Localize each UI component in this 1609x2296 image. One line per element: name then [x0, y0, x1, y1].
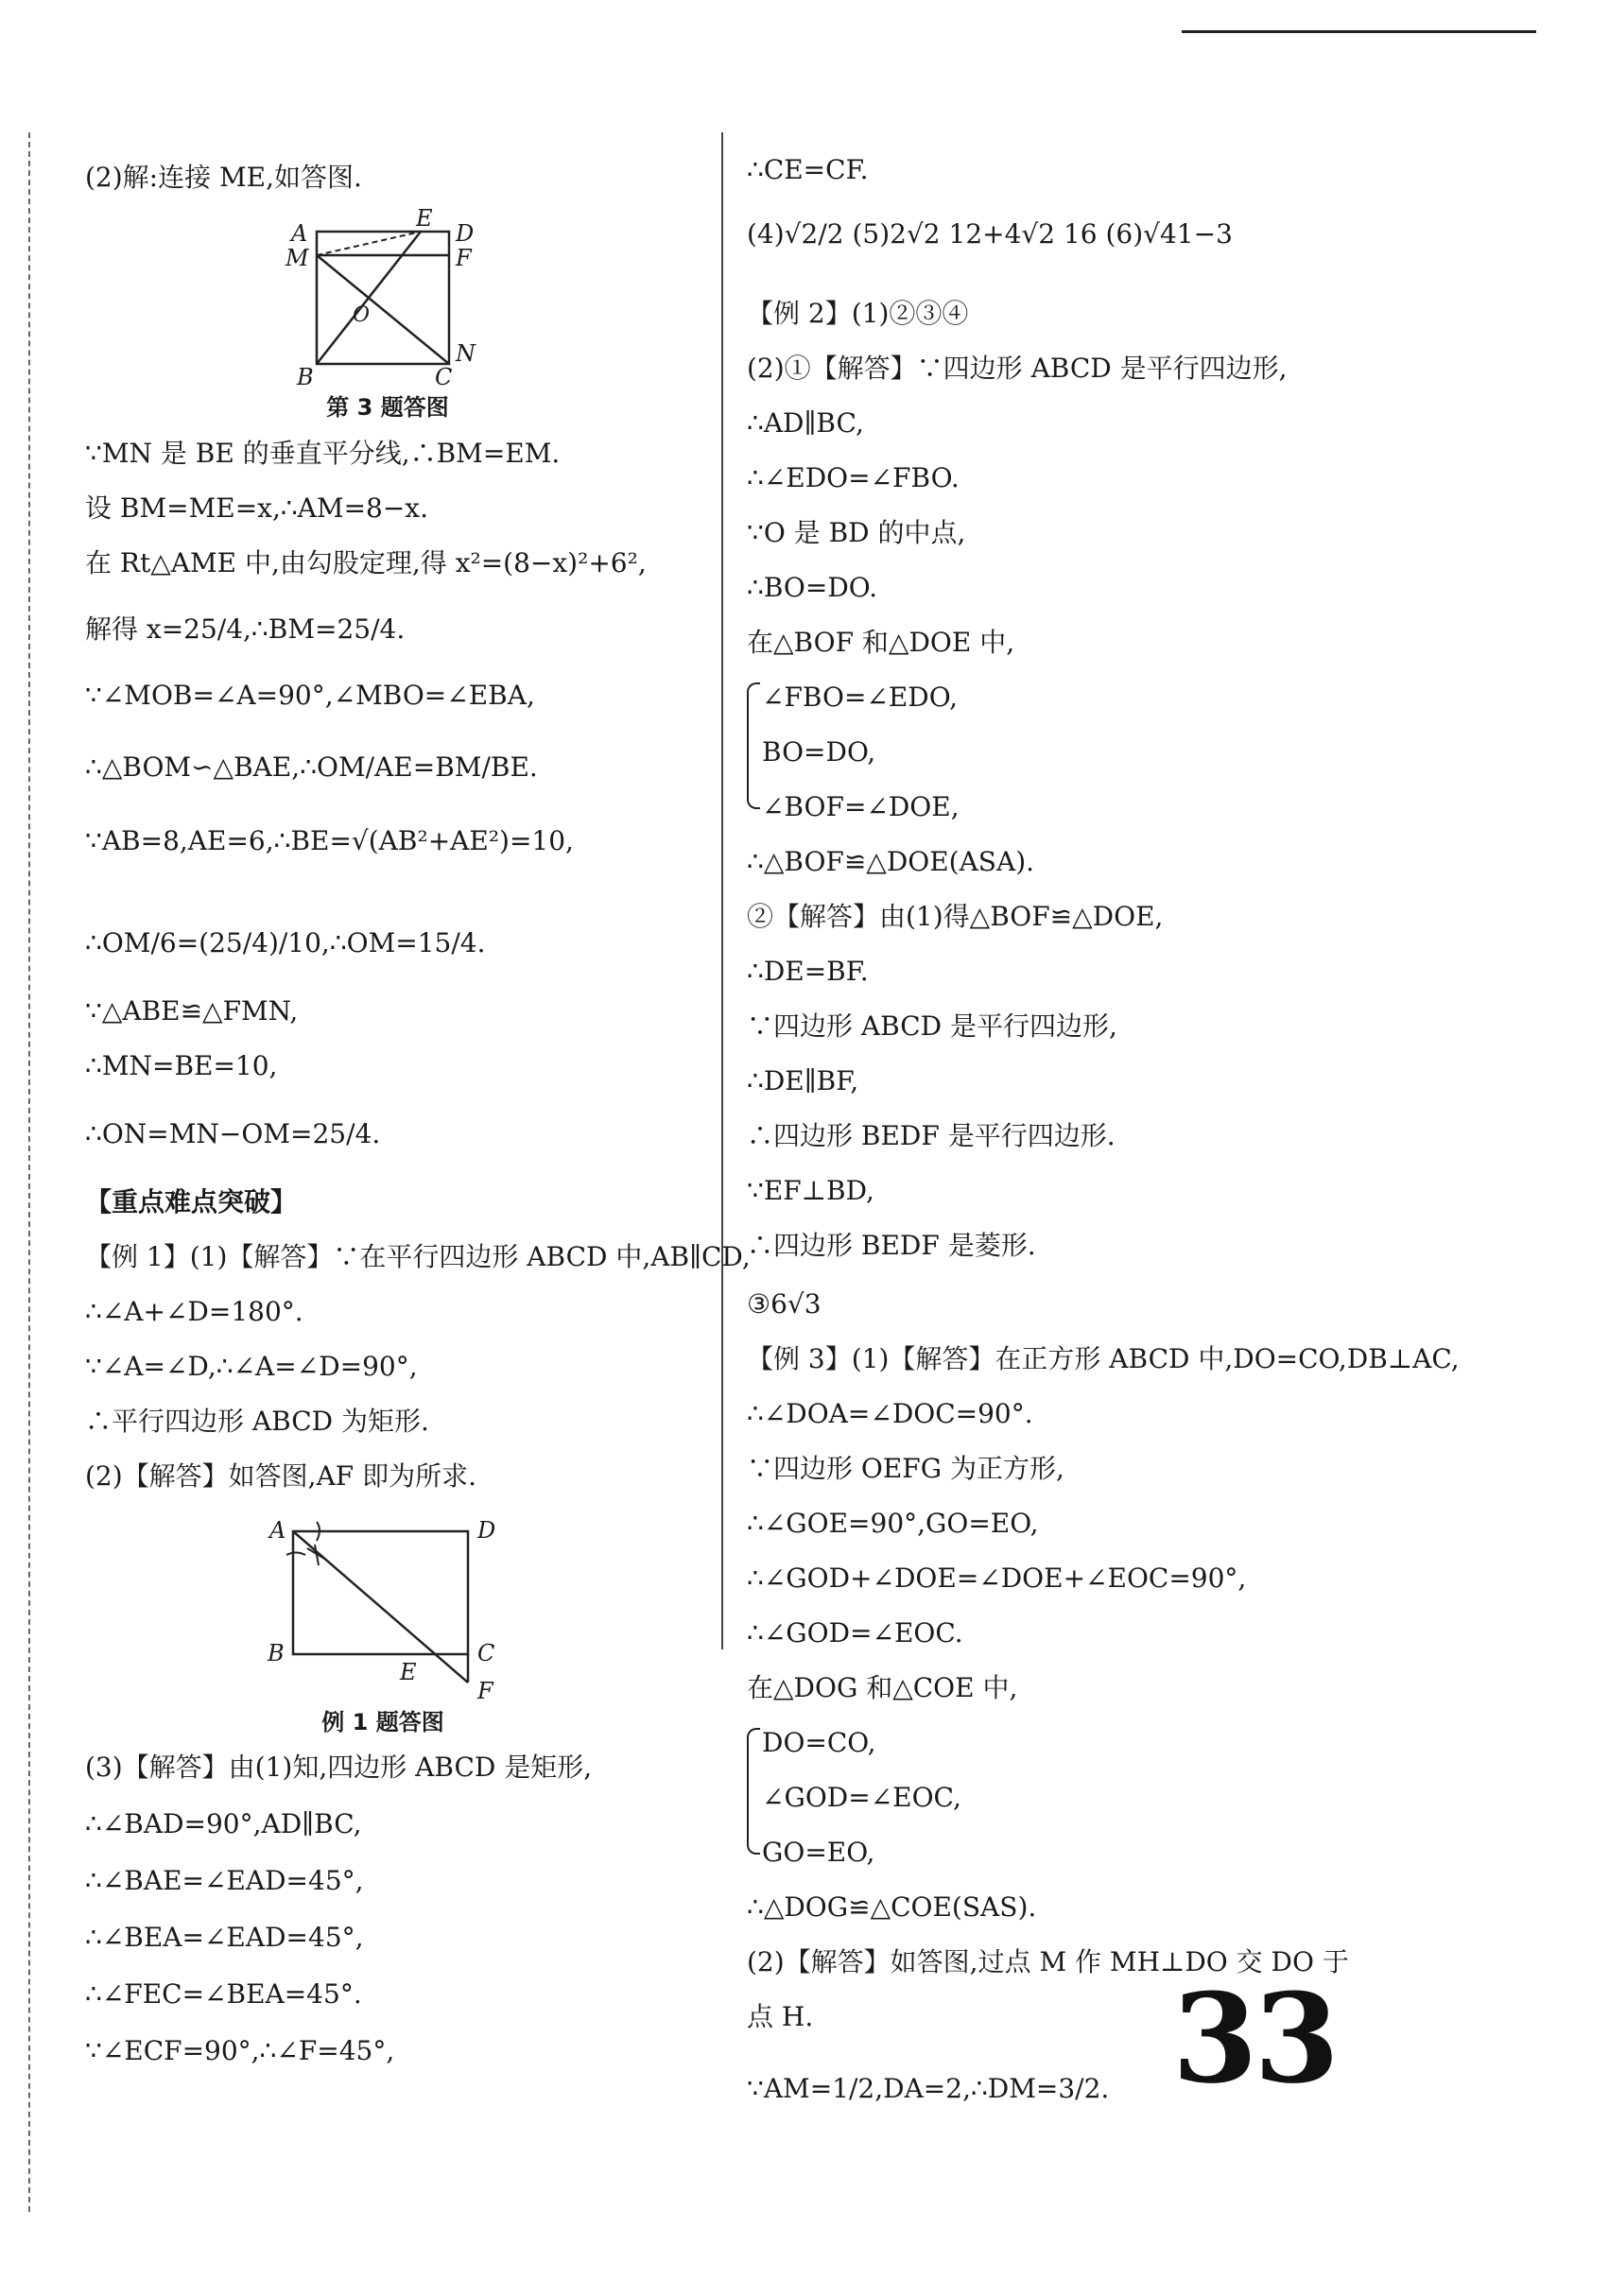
left-line-a3: 解得 x=25/4,∴BM=25/4.: [85, 613, 406, 645]
fig1-label-n: N: [456, 340, 476, 367]
left-line-a2: 在 Rt△AME 中,由勾股定理,得 x²=(8−x)²+6²,: [85, 547, 647, 578]
fig2-label-e: E: [400, 1659, 417, 1685]
right-line-15: ∵四边形 ABCD 是平行四边形,: [747, 1010, 1117, 1042]
right-line-27: 在△DOG 和△COE 中,: [747, 1672, 1018, 1703]
left-line-c1: ∴∠BAD=90°,AD∥BC,: [85, 1808, 362, 1839]
right-line-30: GO=EO,: [762, 1837, 875, 1868]
left-line-c2: ∴∠BAE=∠EAD=45°,: [85, 1865, 364, 1896]
figure-3-answer: [274, 205, 501, 421]
fig1-label-b: B: [297, 364, 314, 390]
right-line-6: ∵O 是 BD 的中点,: [747, 517, 966, 548]
fig1-label-a: A: [291, 220, 308, 247]
right-line-1: (4)√2/2 (5)2√2 12+4√2 16 (6)√41−3: [747, 218, 1233, 250]
right-line-5: ∴∠EDO=∠FBO.: [747, 462, 960, 493]
left-line-a0: ∵MN 是 BE 的垂直平分线,∴BM=EM.: [85, 438, 561, 469]
right-line-17: ∴四边形 BEDF 是平行四边形.: [747, 1120, 1116, 1151]
example-1-diagram: [260, 1512, 506, 1692]
right-line-31: ∴△DOG≌△COE(SAS).: [747, 1891, 1037, 1923]
left-line-c0: (3)【解答】由(1)知,四边形 ABCD 是矩形,: [85, 1752, 593, 1783]
fig2-label-d: D: [477, 1517, 496, 1544]
left-line-a9: ∴MN=BE=10,: [85, 1050, 278, 1081]
fig1-label-f: F: [456, 245, 472, 271]
right-line-32: (2)【解答】如答图,过点 M 作 MH⊥DO 交 DO 于: [747, 1946, 1349, 1977]
page-number: 33: [1172, 1966, 1336, 2111]
left-line-a6: ∵AB=8,AE=6,∴BE=√(AB²+AE²)=10,: [85, 825, 574, 856]
right-line-34: ∵AM=1/2,DA=2,∴DM=3/2.: [747, 2073, 1110, 2104]
right-line-22: ∴∠DOA=∠DOC=90°.: [747, 1398, 1033, 1429]
left-line-b1: ∴∠A+∠D=180°.: [85, 1296, 303, 1327]
example-1-caption: 例 1 题答图: [321, 1709, 444, 1735]
right-line-8: 在△BOF 和△DOE 中,: [747, 627, 1015, 658]
left-line-b3: ∴平行四边形 ABCD 为矩形.: [85, 1406, 429, 1437]
right-line-10: BO=DO,: [762, 736, 876, 768]
left-line-b0: 【例 1】(1)【解答】∵在平行四边形 ABCD 中,AB∥CD,: [85, 1241, 751, 1272]
right-line-19: ∴四边形 BEDF 是菱形.: [747, 1230, 1036, 1261]
right-line-11: ∠BOF=∠DOE,: [762, 791, 960, 822]
right-line-33: 点 H.: [747, 2001, 814, 2032]
right-line-4: ∴AD∥BC,: [747, 407, 864, 439]
right-line-2: 【例 2】(1)②③④: [747, 298, 969, 329]
left-intro: (2)解:连接 ME,如答图.: [85, 162, 362, 193]
fig1-label-d: D: [456, 220, 475, 247]
right-line-18: ∵EF⊥BD,: [747, 1175, 874, 1206]
right-line-14: ∴DE=BF.: [747, 956, 869, 987]
right-line-21: 【例 3】(1)【解答】在正方形 ABCD 中,DO=CO,DB⊥AC,: [747, 1343, 1460, 1374]
right-line-26: ∴∠GOD=∠EOC.: [747, 1617, 963, 1649]
fig2-label-f: F: [477, 1678, 493, 1704]
left-line-a10: ∴ON=MN−OM=25/4.: [85, 1118, 381, 1149]
left-line-c5: ∵∠ECF=90°,∴∠F=45°,: [85, 2035, 395, 2066]
fig2-label-a: A: [269, 1517, 286, 1544]
left-line-c3: ∴∠BEA=∠EAD=45°,: [85, 1922, 364, 1953]
right-line-28: DO=CO,: [762, 1727, 876, 1758]
figure-3-caption: 第 3 题答图: [326, 394, 449, 421]
right-line-7: ∴BO=DO.: [747, 572, 877, 603]
right-line-24: ∴∠GOE=90°,GO=EO,: [747, 1508, 1039, 1539]
column-divider: [721, 132, 723, 1649]
right-line-9: ∠FBO=∠EDO,: [762, 682, 958, 713]
left-line-b4: (2)【解答】如答图,AF 即为所求.: [85, 1460, 477, 1492]
left-line-a4: ∵∠MOB=∠A=90°,∠MBO=∠EBA,: [85, 680, 535, 711]
right-line-25: ∴∠GOD+∠DOE=∠DOE+∠EOC=90°,: [747, 1562, 1247, 1594]
brace-2: [747, 1728, 760, 1855]
example-1-figure: [260, 1512, 506, 1735]
left-line-a8: ∵△ABE≌△FMN,: [85, 995, 299, 1027]
right-line-23: ∵四边形 OEFG 为正方形,: [747, 1453, 1064, 1484]
left-line-a7: ∴OM/6=(25/4)/10,∴OM=15/4.: [85, 927, 486, 958]
right-line-13: ②【解答】由(1)得△BOF≌△DOE,: [747, 901, 1164, 932]
binding-margin: [28, 132, 30, 2212]
right-line-0: ∴CE=CF.: [747, 154, 869, 185]
fig2-label-b: B: [268, 1640, 285, 1666]
fig1-label-c: C: [435, 364, 453, 390]
right-line-3: (2)①【解答】∵四边形 ABCD 是平行四边形,: [747, 353, 1288, 384]
fig1-label-m: M: [285, 245, 309, 271]
right-line-16: ∴DE∥BF,: [747, 1065, 859, 1096]
left-line-a1: 设 BM=ME=x,∴AM=8−x.: [85, 492, 429, 524]
section-heading: 【重点难点突破】: [85, 1186, 298, 1217]
fig2-label-c: C: [477, 1640, 495, 1666]
top-rule: [1182, 30, 1536, 33]
left-line-c4: ∴∠FEC=∠BEA=45°.: [85, 1978, 362, 2010]
fig1-label-e: E: [416, 205, 433, 232]
right-line-29: ∠GOD=∠EOC,: [762, 1782, 961, 1813]
left-line-b2: ∵∠A=∠D,∴∠A=∠D=90°,: [85, 1351, 418, 1382]
right-line-12: ∴△BOF≌△DOE(ASA).: [747, 846, 1035, 877]
brace-1: [747, 682, 760, 809]
right-line-20: ③6√3: [747, 1288, 822, 1320]
fig1-label-o: O: [353, 303, 371, 327]
left-line-a5: ∴△BOM∽△BAE,∴OM/AE=BM/BE.: [85, 751, 538, 783]
